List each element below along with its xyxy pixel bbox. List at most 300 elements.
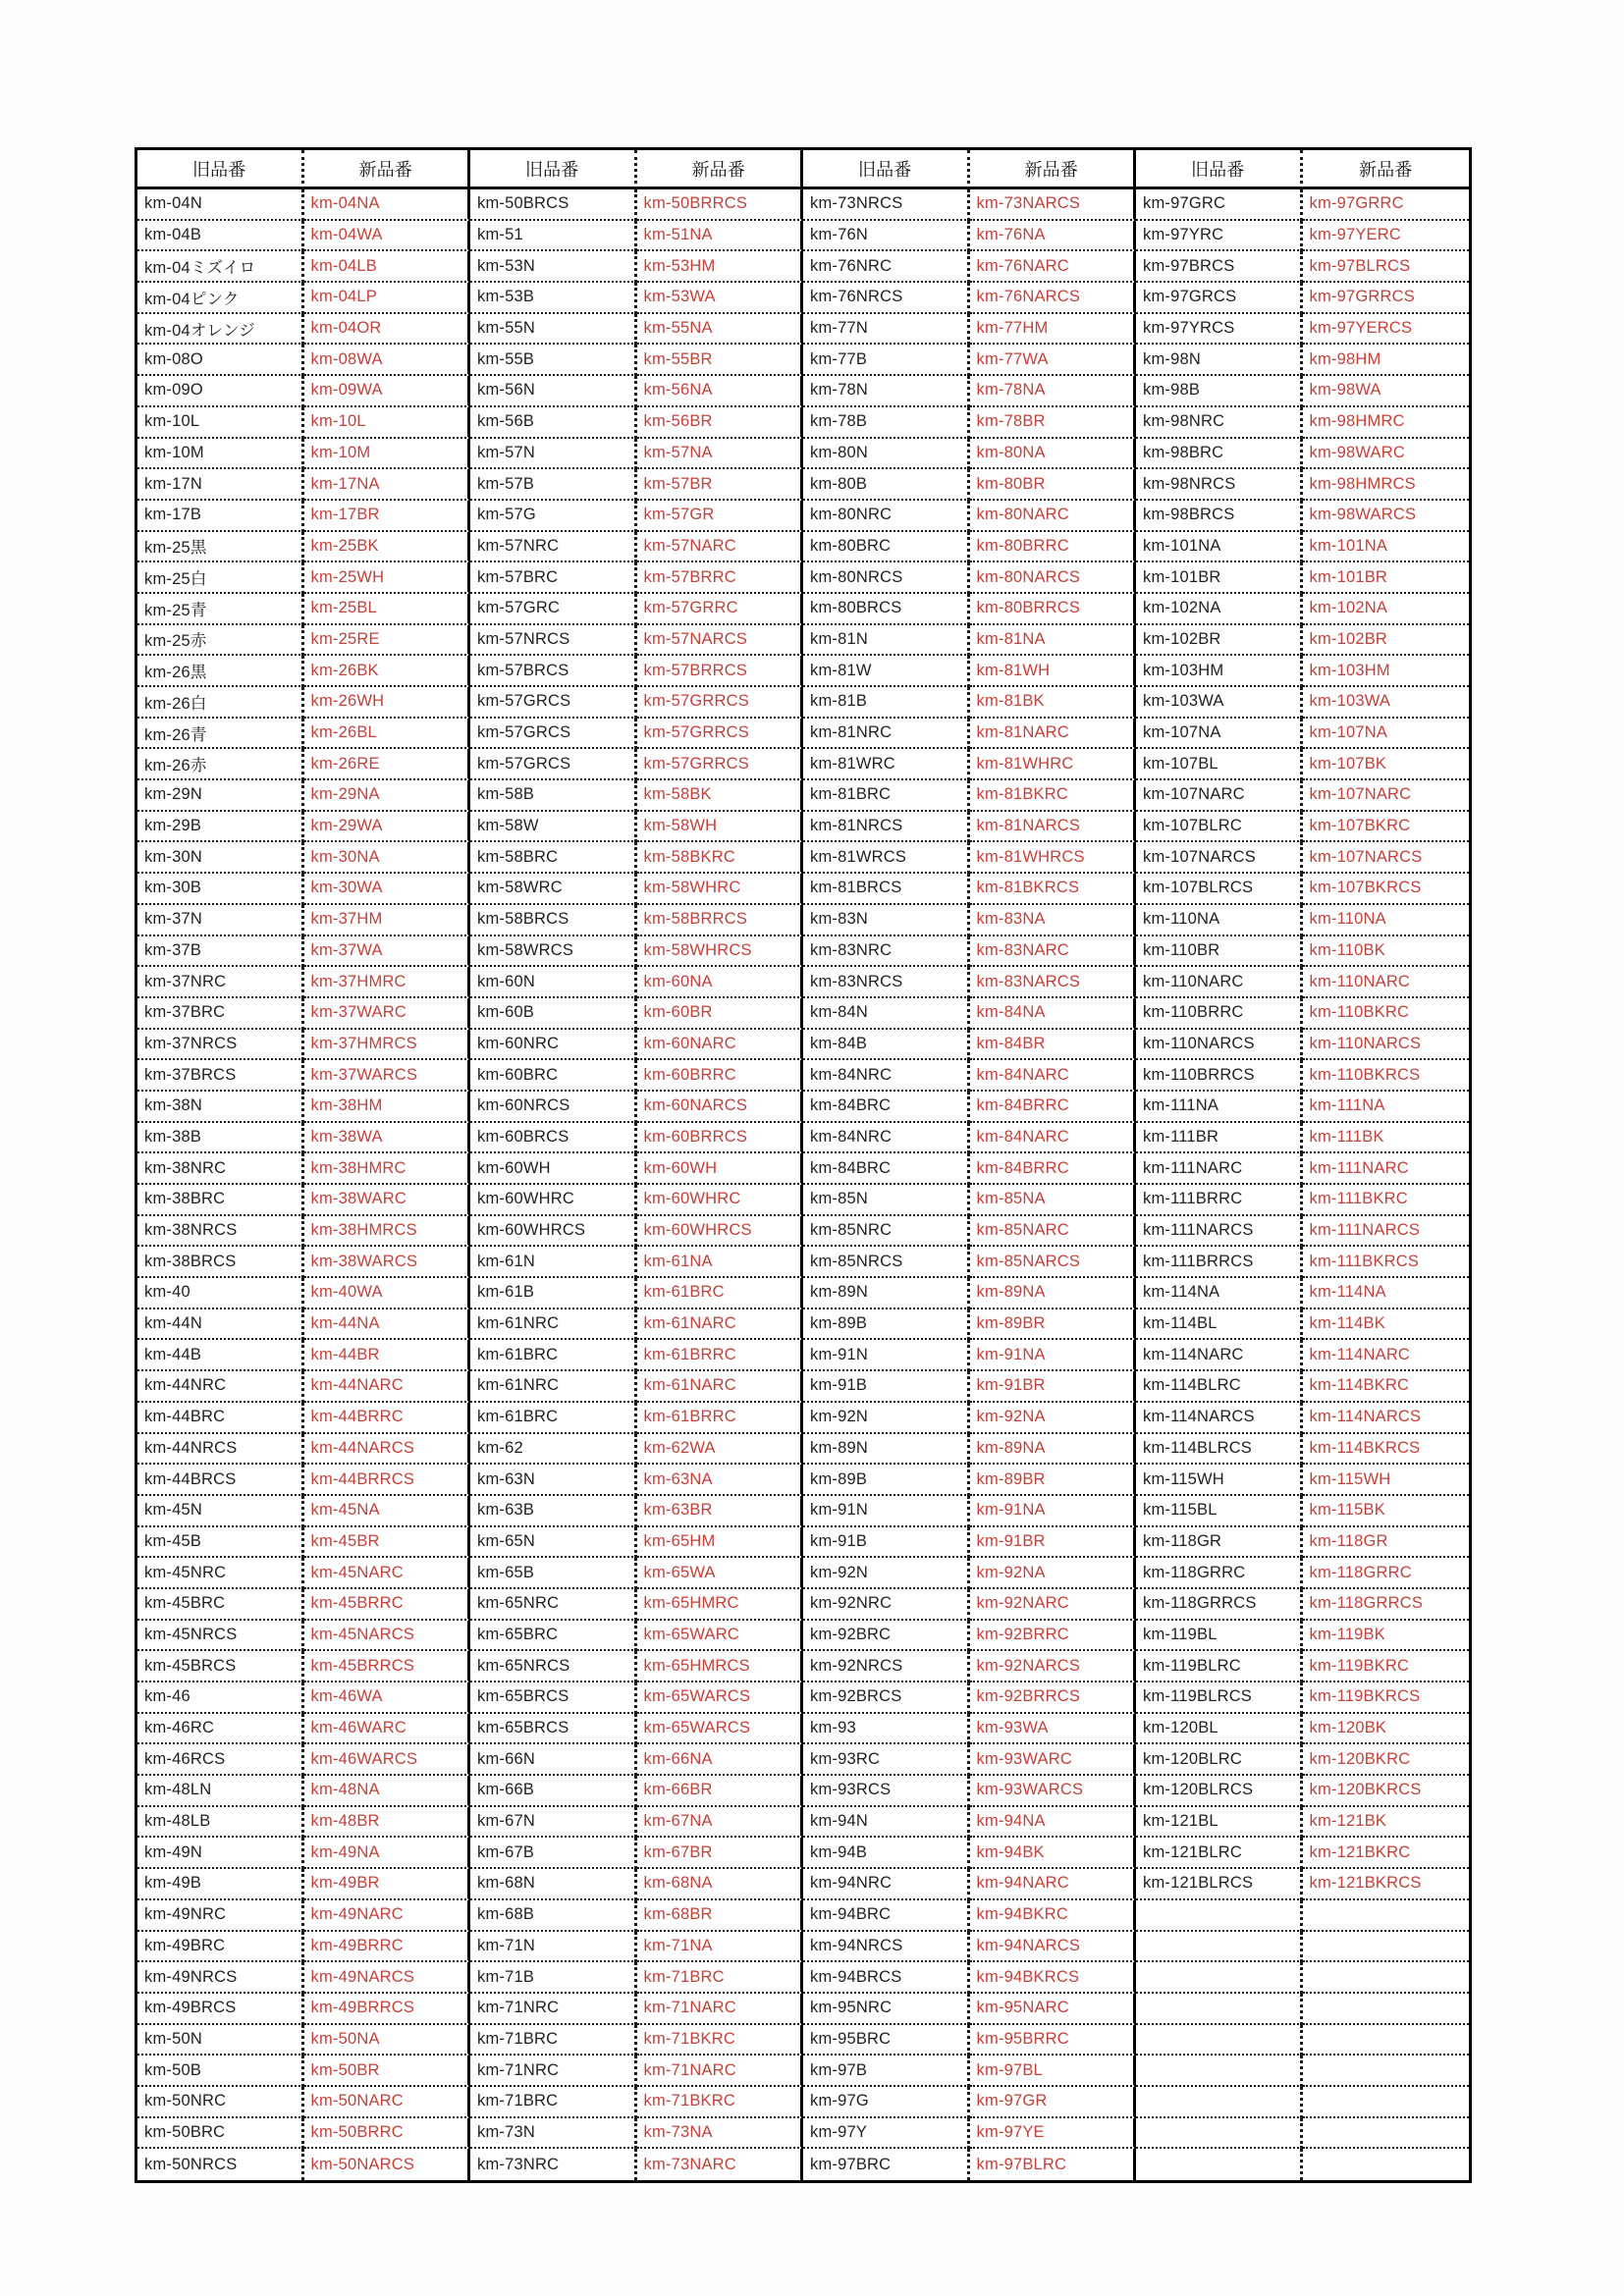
old-part-cell: km-46RCS	[137, 1744, 304, 1776]
new-part-cell: km-110BKRCS	[1303, 1060, 1470, 1092]
old-part-cell: km-97B	[803, 2056, 970, 2087]
new-part-cell: km-120BKRCS	[1303, 1776, 1470, 1807]
new-part-cell: km-50NARCS	[304, 2149, 471, 2180]
old-part-cell: km-65BRCS	[470, 1714, 637, 1745]
old-part-cell: km-73N	[470, 2118, 637, 2150]
new-part-cell: km-92NA	[970, 1558, 1137, 1589]
old-part-cell: km-97GRCS	[1136, 283, 1303, 314]
old-part-cell: km-56B	[470, 407, 637, 439]
old-part-cell: km-25黒	[137, 532, 304, 563]
old-part-cell: km-66N	[470, 1744, 637, 1776]
old-part-cell: km-111BR	[1136, 1123, 1303, 1154]
new-part-cell: km-111NA	[1303, 1092, 1470, 1123]
new-part-cell: km-61NARC	[637, 1371, 804, 1403]
new-part-cell: km-04LP	[304, 283, 471, 314]
old-part-cell: km-91B	[803, 1527, 970, 1559]
old-part-cell: km-50NRCS	[137, 2149, 304, 2180]
new-part-cell: km-81WH	[970, 656, 1137, 687]
old-part-cell: km-111BRRC	[1136, 1185, 1303, 1216]
new-part-cell	[1303, 2087, 1470, 2118]
old-part-cell: km-38BRC	[137, 1185, 304, 1216]
new-part-cell: km-50NARC	[304, 2087, 471, 2118]
new-part-cell: km-60NARCS	[637, 1092, 804, 1123]
new-part-cell: km-91BR	[970, 1371, 1137, 1403]
new-part-cell: km-57NA	[637, 439, 804, 470]
new-part-cell: km-76NARC	[970, 251, 1137, 283]
new-part-cell: km-57GRRCS	[637, 749, 804, 780]
new-part-cell: km-84BRRC	[970, 1153, 1137, 1185]
new-part-cell: km-45BR	[304, 1527, 471, 1559]
old-part-cell: km-58B	[470, 780, 637, 812]
old-part-cell: km-45B	[137, 1527, 304, 1559]
old-part-cell: km-60N	[470, 967, 637, 998]
old-part-cell: km-111BRRCS	[1136, 1247, 1303, 1278]
old-part-cell: km-98B	[1136, 376, 1303, 407]
new-part-cell: km-80BRRCS	[970, 594, 1137, 625]
new-part-cell: km-65WARC	[637, 1621, 804, 1652]
new-part-cell: km-101BR	[1303, 562, 1470, 594]
old-part-cell: km-55B	[470, 345, 637, 376]
new-part-cell: km-80NARCS	[970, 562, 1137, 594]
new-part-cell: km-114NA	[1303, 1278, 1470, 1309]
new-part-cell: km-65WA	[637, 1558, 804, 1589]
new-part-cell	[1303, 1994, 1470, 2025]
old-part-cell: km-04ミズイロ	[137, 251, 304, 283]
new-part-cell: km-94NA	[970, 1807, 1137, 1839]
old-part-cell: km-73NRCS	[803, 189, 970, 221]
old-part-cell: km-26白	[137, 687, 304, 719]
old-part-cell: km-57NRC	[470, 532, 637, 563]
new-part-cell: km-76NA	[970, 221, 1137, 252]
new-part-cell: km-61NA	[637, 1247, 804, 1278]
new-part-cell: km-38HMRCS	[304, 1216, 471, 1248]
old-part-cell: km-97GRC	[1136, 189, 1303, 221]
old-part-cell: km-10L	[137, 407, 304, 439]
new-part-cell: km-110BKRC	[1303, 998, 1470, 1030]
old-part-cell: km-98N	[1136, 345, 1303, 376]
old-part-cell: km-49NRC	[137, 1900, 304, 1932]
old-part-cell: km-46	[137, 1682, 304, 1714]
new-part-cell: km-93WARCS	[970, 1776, 1137, 1807]
new-part-cell: km-111BKRC	[1303, 1185, 1470, 1216]
old-part-cell: km-97YRCS	[1136, 314, 1303, 346]
old-part-cell: km-81WRC	[803, 749, 970, 780]
old-part-cell: km-83NRCS	[803, 967, 970, 998]
old-part-cell: km-119BL	[1136, 1621, 1303, 1652]
old-part-cell: km-111NA	[1136, 1092, 1303, 1123]
old-part-cell	[1136, 2087, 1303, 2118]
new-part-cell: km-26WH	[304, 687, 471, 719]
new-part-cell: km-107BKRC	[1303, 812, 1470, 843]
new-part-cell: km-91NA	[970, 1340, 1137, 1371]
old-part-cell: km-57GRCS	[470, 687, 637, 719]
old-part-cell: km-37BRCS	[137, 1060, 304, 1092]
new-part-cell: km-110NARC	[1303, 967, 1470, 998]
new-part-cell: km-60BRRCS	[637, 1123, 804, 1154]
new-part-cell: km-98HMRC	[1303, 407, 1470, 439]
old-part-cell: km-89B	[803, 1309, 970, 1341]
old-part-cell: km-94BRC	[803, 1900, 970, 1932]
old-part-cell: km-44B	[137, 1340, 304, 1371]
new-part-cell: km-60WH	[637, 1153, 804, 1185]
new-part-cell: km-37HMRCS	[304, 1030, 471, 1061]
old-part-cell: km-110BRRC	[1136, 998, 1303, 1030]
old-part-cell: km-92BRC	[803, 1621, 970, 1652]
new-part-cell: km-89BR	[970, 1465, 1137, 1496]
old-part-cell: km-67B	[470, 1838, 637, 1869]
new-part-cell: km-84NARC	[970, 1123, 1137, 1154]
old-part-cell: km-81W	[803, 656, 970, 687]
new-part-cell: km-78BR	[970, 407, 1137, 439]
new-part-cell: km-55NA	[637, 314, 804, 346]
col-header-new: 新品番	[304, 150, 471, 189]
old-part-cell: km-89N	[803, 1434, 970, 1466]
new-part-cell: km-37WA	[304, 936, 471, 968]
new-part-cell: km-45NARC	[304, 1558, 471, 1589]
new-part-cell: km-29WA	[304, 812, 471, 843]
old-part-cell: km-37NRCS	[137, 1030, 304, 1061]
col-header-old: 旧品番	[137, 150, 304, 189]
new-part-cell: km-118GRRCS	[1303, 1589, 1470, 1621]
old-part-cell: km-83NRC	[803, 936, 970, 968]
new-part-cell: km-81WHRCS	[970, 842, 1137, 874]
old-part-cell: km-58BRC	[470, 842, 637, 874]
old-part-cell: km-38NRCS	[137, 1216, 304, 1248]
old-part-cell: km-61NRC	[470, 1371, 637, 1403]
old-part-cell: km-94N	[803, 1807, 970, 1839]
old-part-cell: km-37NRC	[137, 967, 304, 998]
old-part-cell: km-57B	[470, 469, 637, 501]
new-part-cell: km-92NARCS	[970, 1651, 1137, 1682]
col-header-new: 新品番	[1303, 150, 1470, 189]
new-part-cell: km-111NARC	[1303, 1153, 1470, 1185]
old-part-cell: km-60WHRC	[470, 1185, 637, 1216]
new-part-cell: km-115BK	[1303, 1496, 1470, 1527]
old-part-cell: km-107BLRC	[1136, 812, 1303, 843]
new-part-cell: km-68BR	[637, 1900, 804, 1932]
old-part-cell: km-58WRC	[470, 874, 637, 905]
new-part-cell	[1303, 1900, 1470, 1932]
new-part-cell: km-61BRC	[637, 1278, 804, 1309]
new-part-cell: km-55BR	[637, 345, 804, 376]
old-part-cell: km-26青	[137, 719, 304, 750]
old-part-cell	[1136, 1932, 1303, 1963]
old-part-cell: km-08O	[137, 345, 304, 376]
old-part-cell: km-65N	[470, 1527, 637, 1559]
new-part-cell: km-25RE	[304, 625, 471, 657]
new-part-cell	[1303, 1932, 1470, 1963]
new-part-cell: km-56NA	[637, 376, 804, 407]
old-part-cell: km-103HM	[1136, 656, 1303, 687]
new-part-cell: km-10L	[304, 407, 471, 439]
old-part-cell: km-57N	[470, 439, 637, 470]
new-part-cell: km-115WH	[1303, 1465, 1470, 1496]
old-part-cell: km-45NRC	[137, 1558, 304, 1589]
old-part-cell: km-71BRC	[470, 2025, 637, 2056]
old-part-cell: km-114BLRC	[1136, 1371, 1303, 1403]
old-part-cell: km-121BL	[1136, 1807, 1303, 1839]
new-part-cell: km-45BRRCS	[304, 1651, 471, 1682]
new-part-cell	[1303, 1962, 1470, 1994]
new-part-cell: km-77WA	[970, 345, 1137, 376]
new-part-cell: km-49BR	[304, 1869, 471, 1900]
old-part-cell: km-37B	[137, 936, 304, 968]
new-part-cell: km-46WARC	[304, 1714, 471, 1745]
old-part-cell: km-91N	[803, 1496, 970, 1527]
old-part-cell: km-95NRC	[803, 1994, 970, 2025]
new-part-cell: km-97YE	[970, 2118, 1137, 2150]
new-part-cell: km-73NA	[637, 2118, 804, 2150]
old-part-cell: km-65BRC	[470, 1621, 637, 1652]
new-part-cell: km-92NARC	[970, 1589, 1137, 1621]
old-part-cell: km-45NRCS	[137, 1621, 304, 1652]
old-part-cell: km-65NRCS	[470, 1651, 637, 1682]
new-part-cell: km-38HMRC	[304, 1153, 471, 1185]
new-part-cell: km-103HM	[1303, 656, 1470, 687]
old-part-cell: km-50BRCS	[470, 189, 637, 221]
old-part-cell: km-115WH	[1136, 1465, 1303, 1496]
new-part-cell	[1303, 2025, 1470, 2056]
new-part-cell: km-45BRRC	[304, 1589, 471, 1621]
old-part-cell: km-121BLRCS	[1136, 1869, 1303, 1900]
new-part-cell: km-93WARC	[970, 1744, 1137, 1776]
new-part-cell: km-04NA	[304, 189, 471, 221]
new-part-cell: km-37WARCS	[304, 1060, 471, 1092]
old-part-cell: km-120BLRCS	[1136, 1776, 1303, 1807]
old-part-cell: km-04B	[137, 221, 304, 252]
old-part-cell: km-114NARC	[1136, 1340, 1303, 1371]
old-part-cell: km-89N	[803, 1278, 970, 1309]
new-part-cell: km-60WHRC	[637, 1185, 804, 1216]
new-part-cell: km-04LB	[304, 251, 471, 283]
new-part-cell: km-114NARCS	[1303, 1403, 1470, 1434]
new-part-cell: km-51NA	[637, 221, 804, 252]
new-part-cell: km-66BR	[637, 1776, 804, 1807]
new-part-cell: km-107NARCS	[1303, 842, 1470, 874]
new-part-cell: km-53WA	[637, 283, 804, 314]
new-part-cell: km-25BK	[304, 532, 471, 563]
old-part-cell: km-97BRC	[803, 2149, 970, 2180]
new-part-cell: km-08WA	[304, 345, 471, 376]
old-part-cell: km-50BRC	[137, 2118, 304, 2150]
old-part-cell: km-98NRC	[1136, 407, 1303, 439]
new-part-cell: km-58WHRCS	[637, 936, 804, 968]
old-part-cell: km-68N	[470, 1869, 637, 1900]
old-part-cell: km-77B	[803, 345, 970, 376]
new-part-cell: km-44NARCS	[304, 1434, 471, 1466]
new-part-cell: km-119BKRCS	[1303, 1682, 1470, 1714]
old-part-cell: km-114NA	[1136, 1278, 1303, 1309]
old-part-cell: km-85NRC	[803, 1216, 970, 1248]
new-part-cell: km-81NA	[970, 625, 1137, 657]
col-header-old: 旧品番	[803, 150, 970, 189]
new-part-cell: km-92NA	[970, 1403, 1137, 1434]
new-part-cell: km-85NARCS	[970, 1247, 1137, 1278]
old-part-cell: km-71BRC	[470, 2087, 637, 2118]
new-part-cell: km-58BKRC	[637, 842, 804, 874]
old-part-cell: km-101NA	[1136, 532, 1303, 563]
old-part-cell: km-101BR	[1136, 562, 1303, 594]
new-part-cell: km-49NARC	[304, 1900, 471, 1932]
new-part-cell: km-97GRRC	[1303, 189, 1470, 221]
old-part-cell: km-102NA	[1136, 594, 1303, 625]
old-part-cell: km-25赤	[137, 625, 304, 657]
new-part-cell: km-81NARCS	[970, 812, 1137, 843]
old-part-cell: km-114BLRCS	[1136, 1434, 1303, 1466]
old-part-cell: km-57BRCS	[470, 656, 637, 687]
old-part-cell: km-84BRC	[803, 1092, 970, 1123]
new-part-cell: km-110NA	[1303, 905, 1470, 936]
new-part-cell: km-58WH	[637, 812, 804, 843]
new-part-cell: km-107NARC	[1303, 780, 1470, 812]
old-part-cell: km-114NARCS	[1136, 1403, 1303, 1434]
old-part-cell: km-95BRC	[803, 2025, 970, 2056]
old-part-cell: km-55N	[470, 314, 637, 346]
old-part-cell: km-49BRCS	[137, 1994, 304, 2025]
new-part-cell: km-71NA	[637, 1932, 804, 1963]
new-part-cell: km-77HM	[970, 314, 1137, 346]
old-part-cell: km-61N	[470, 1247, 637, 1278]
old-part-cell: km-77N	[803, 314, 970, 346]
new-part-cell: km-50BRRC	[304, 2118, 471, 2150]
old-part-cell: km-48LN	[137, 1776, 304, 1807]
old-part-cell: km-71N	[470, 1932, 637, 1963]
new-part-cell: km-45NA	[304, 1496, 471, 1527]
new-part-cell: km-120BK	[1303, 1714, 1470, 1745]
new-part-cell: km-48BR	[304, 1807, 471, 1839]
new-part-cell: km-48NA	[304, 1776, 471, 1807]
new-part-cell: km-92BRRC	[970, 1621, 1137, 1652]
new-part-cell: km-121BKRCS	[1303, 1869, 1470, 1900]
old-part-cell: km-38NRC	[137, 1153, 304, 1185]
old-part-cell: km-53N	[470, 251, 637, 283]
old-part-cell: km-93RCS	[803, 1776, 970, 1807]
old-part-cell: km-81BRCS	[803, 874, 970, 905]
old-part-cell: km-84B	[803, 1030, 970, 1061]
new-part-cell: km-94NARC	[970, 1869, 1137, 1900]
new-part-cell: km-103WA	[1303, 687, 1470, 719]
old-part-cell: km-04ピンク	[137, 283, 304, 314]
old-part-cell: km-65NRC	[470, 1589, 637, 1621]
old-part-cell: km-110NARC	[1136, 967, 1303, 998]
new-part-cell: km-91NA	[970, 1496, 1137, 1527]
new-part-cell: km-97GR	[970, 2087, 1137, 2118]
old-part-cell: km-84NRC	[803, 1060, 970, 1092]
old-part-cell: km-84NRC	[803, 1123, 970, 1154]
new-part-cell: km-40WA	[304, 1278, 471, 1309]
new-part-cell: km-65WARCS	[637, 1714, 804, 1745]
new-part-cell: km-120BKRC	[1303, 1744, 1470, 1776]
new-part-cell: km-17BR	[304, 501, 471, 532]
old-part-cell: km-63B	[470, 1496, 637, 1527]
new-part-cell: km-57GRRCS	[637, 719, 804, 750]
new-part-cell: km-37HMRC	[304, 967, 471, 998]
old-part-cell: km-93	[803, 1714, 970, 1745]
new-part-cell: km-61BRRC	[637, 1403, 804, 1434]
old-part-cell: km-92NRCS	[803, 1651, 970, 1682]
old-part-cell: km-60B	[470, 998, 637, 1030]
new-part-cell: km-118GR	[1303, 1527, 1470, 1559]
old-part-cell: km-58WRCS	[470, 936, 637, 968]
old-part-cell: km-60NRC	[470, 1030, 637, 1061]
old-part-cell	[1136, 2056, 1303, 2087]
new-part-cell: km-85NARC	[970, 1216, 1137, 1248]
col-header-old: 旧品番	[470, 150, 637, 189]
old-part-cell: km-65BRCS	[470, 1682, 637, 1714]
new-part-cell: km-57NARC	[637, 532, 804, 563]
new-part-cell: km-60NA	[637, 967, 804, 998]
old-part-cell: km-10M	[137, 439, 304, 470]
old-part-cell: km-111NARCS	[1136, 1216, 1303, 1248]
old-part-cell: km-60BRC	[470, 1060, 637, 1092]
old-part-cell: km-04オレンジ	[137, 314, 304, 346]
new-part-cell: km-98WA	[1303, 376, 1470, 407]
old-part-cell: km-81NRCS	[803, 812, 970, 843]
new-part-cell: km-65WARCS	[637, 1682, 804, 1714]
old-part-cell: km-25白	[137, 562, 304, 594]
old-part-cell: km-66B	[470, 1776, 637, 1807]
old-part-cell: km-30B	[137, 874, 304, 905]
new-part-cell: km-71NARC	[637, 2056, 804, 2087]
old-part-cell	[1136, 1962, 1303, 1994]
new-part-cell: km-102BR	[1303, 625, 1470, 657]
old-part-cell: km-92NRC	[803, 1589, 970, 1621]
old-part-cell: km-62	[470, 1434, 637, 1466]
old-part-cell: km-45N	[137, 1496, 304, 1527]
new-part-cell: km-45NARCS	[304, 1621, 471, 1652]
new-part-cell: km-81BK	[970, 687, 1137, 719]
new-part-cell: km-73NARC	[637, 2149, 804, 2180]
new-part-cell: km-80BRRC	[970, 532, 1137, 563]
new-part-cell: km-94NARCS	[970, 1932, 1137, 1963]
old-part-cell	[1136, 2118, 1303, 2150]
new-part-cell: km-84NA	[970, 998, 1137, 1030]
old-part-cell: km-110BR	[1136, 936, 1303, 968]
new-part-cell: km-111BKRCS	[1303, 1247, 1470, 1278]
old-part-cell: km-76NRC	[803, 251, 970, 283]
old-part-cell: km-50NRC	[137, 2087, 304, 2118]
old-part-cell: km-98NRCS	[1136, 469, 1303, 501]
old-part-cell: km-38BRCS	[137, 1247, 304, 1278]
new-part-cell: km-57GRRC	[637, 594, 804, 625]
new-part-cell: km-49NARCS	[304, 1962, 471, 1994]
new-part-cell: km-89BR	[970, 1309, 1137, 1341]
new-part-cell: km-56BR	[637, 407, 804, 439]
old-part-cell: km-57BRC	[470, 562, 637, 594]
old-part-cell: km-61B	[470, 1278, 637, 1309]
old-part-cell: km-92N	[803, 1403, 970, 1434]
new-part-cell: km-98WARC	[1303, 439, 1470, 470]
old-part-cell: km-04N	[137, 189, 304, 221]
old-part-cell: km-110NARCS	[1136, 1030, 1303, 1061]
old-part-cell: km-81BRC	[803, 780, 970, 812]
new-part-cell: km-62WA	[637, 1434, 804, 1466]
new-part-cell: km-46WARCS	[304, 1744, 471, 1776]
new-part-cell: km-84BRRC	[970, 1092, 1137, 1123]
old-part-cell: km-73NRC	[470, 2149, 637, 2180]
old-part-cell: km-97YRC	[1136, 221, 1303, 252]
old-part-cell: km-115BL	[1136, 1496, 1303, 1527]
new-part-cell: km-94BKRC	[970, 1900, 1137, 1932]
new-part-cell	[1303, 2118, 1470, 2150]
new-part-cell: km-118GRRC	[1303, 1558, 1470, 1589]
old-part-cell: km-17N	[137, 469, 304, 501]
new-part-cell: km-04WA	[304, 221, 471, 252]
old-part-cell: km-60WHRCS	[470, 1216, 637, 1248]
new-part-cell: km-83NARCS	[970, 967, 1137, 998]
old-part-cell: km-61BRC	[470, 1403, 637, 1434]
new-part-cell: km-57BRRCS	[637, 656, 804, 687]
